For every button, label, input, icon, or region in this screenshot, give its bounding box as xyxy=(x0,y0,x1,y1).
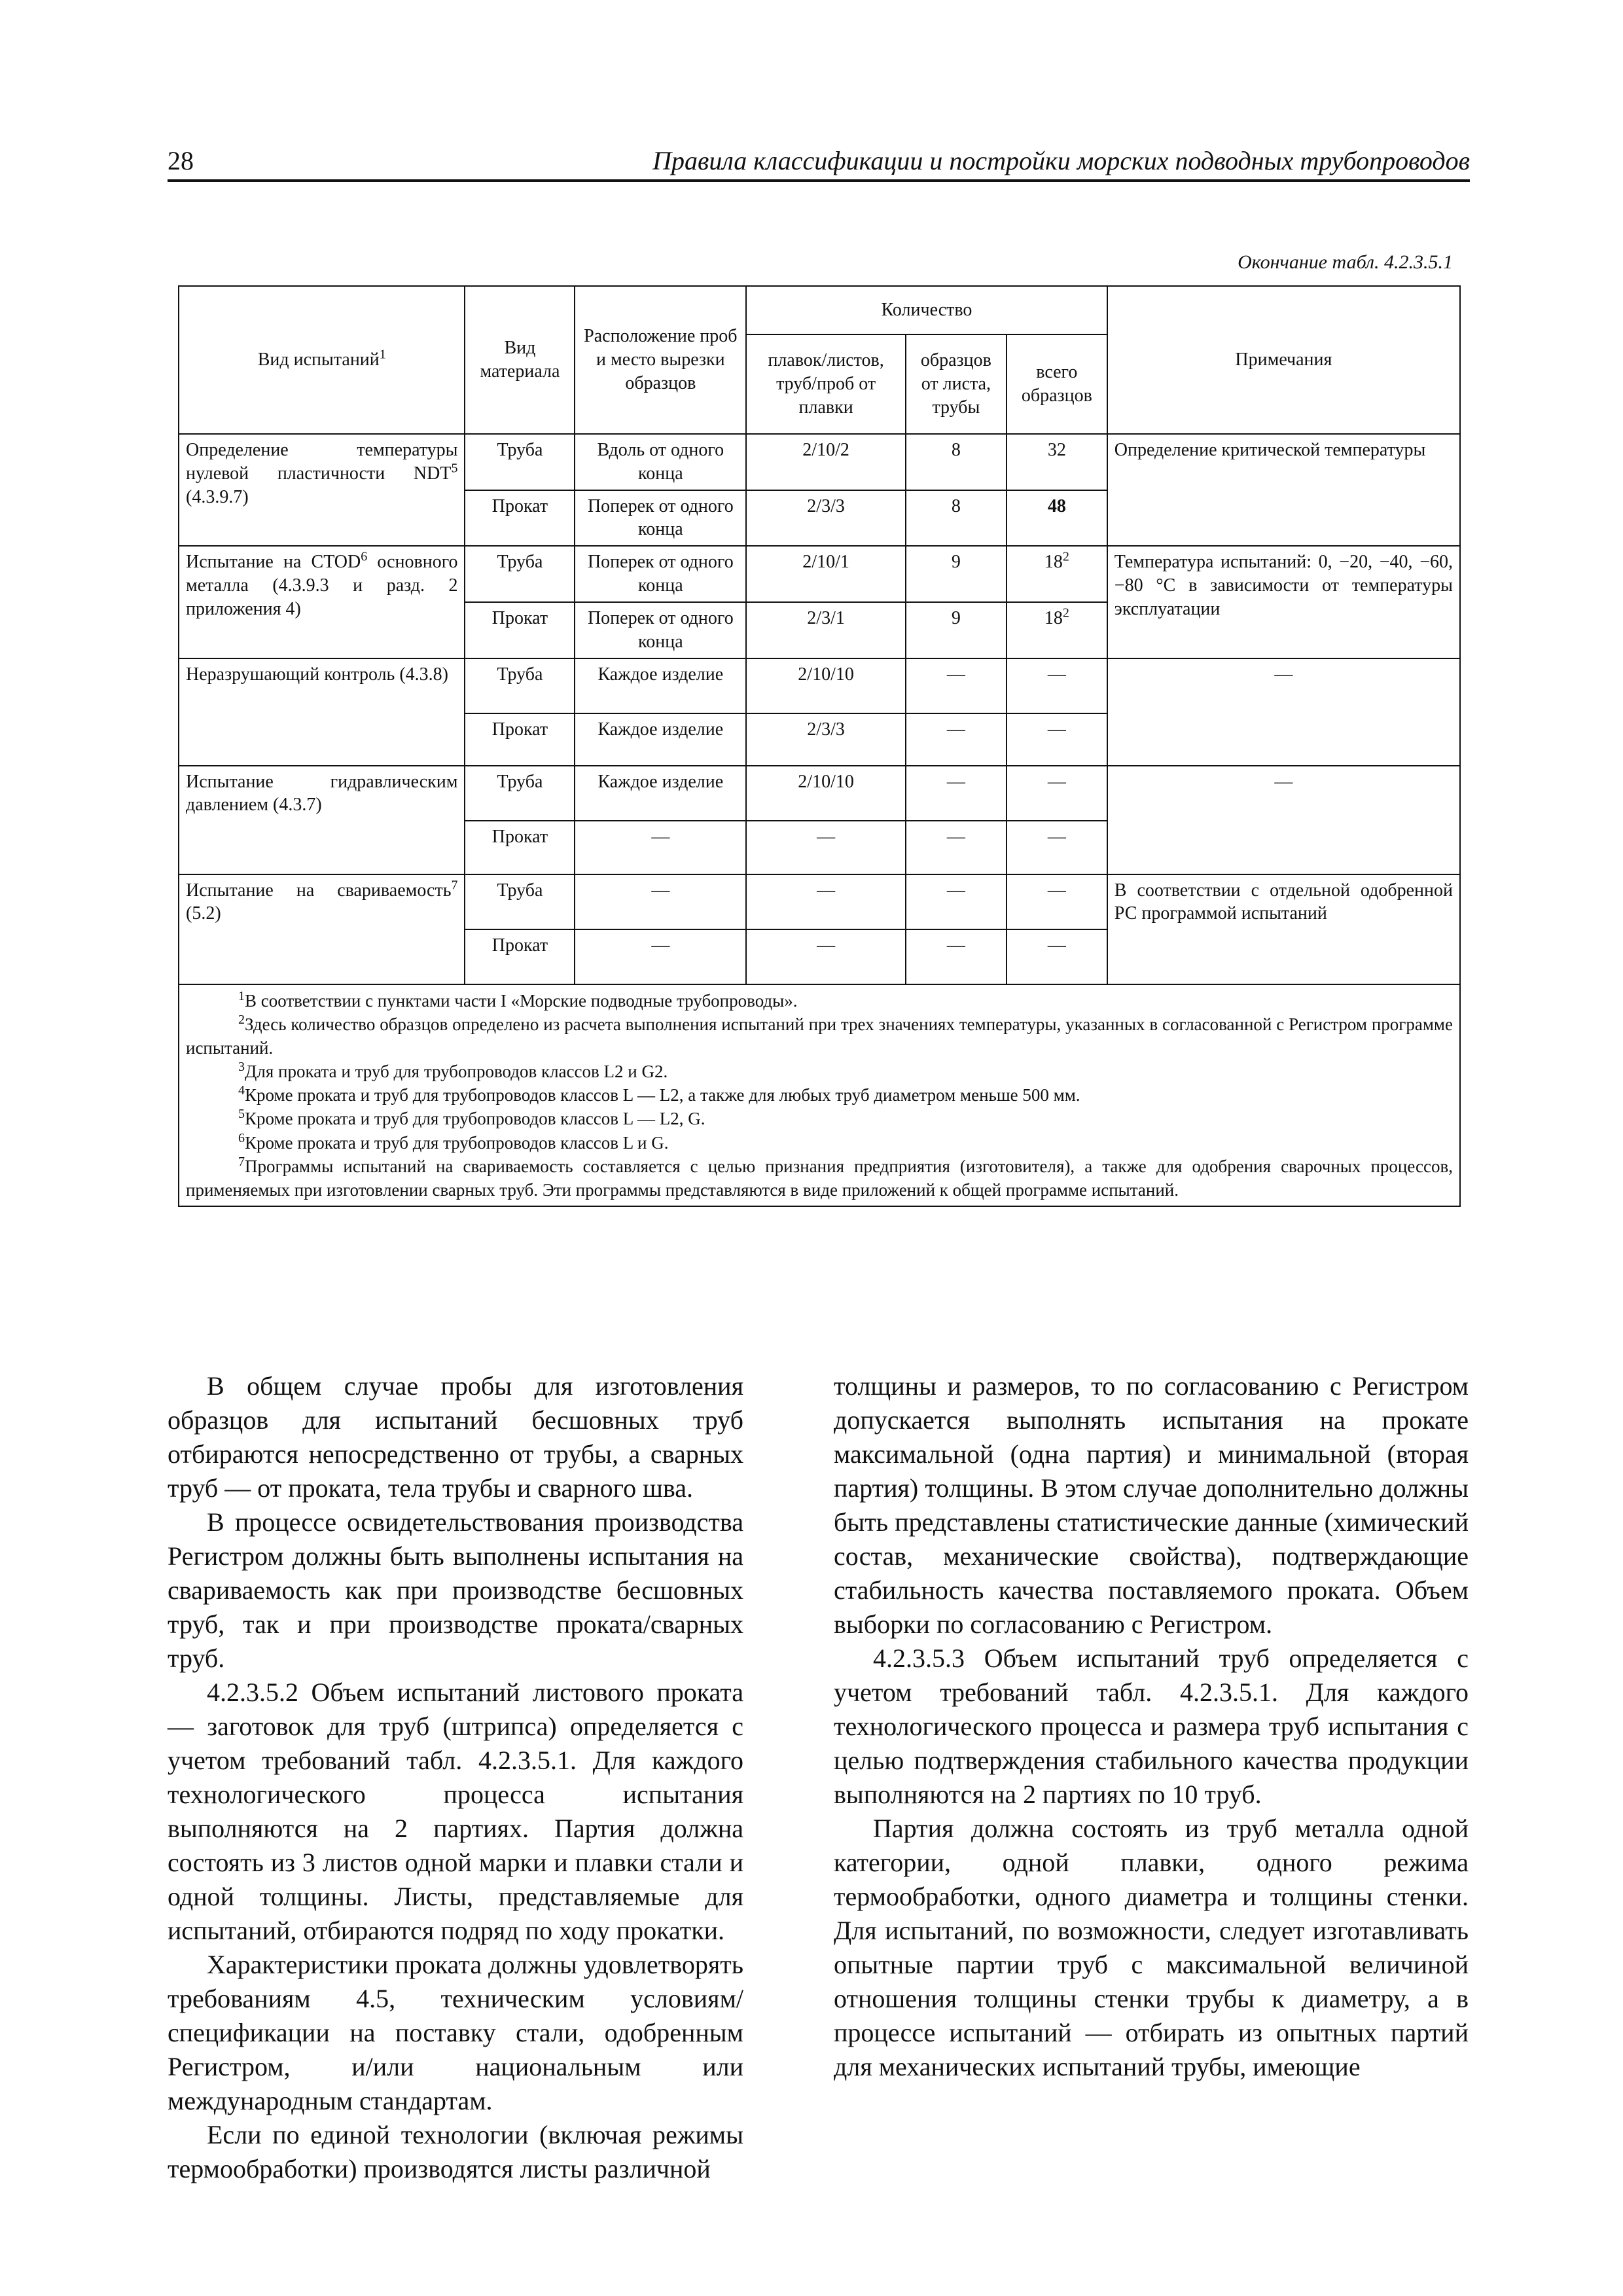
cell-heats: 2/3/3 xyxy=(746,490,906,547)
cell-location: Поперек от одного конца xyxy=(575,602,746,658)
footnote: $^7$Программы испытаний на свариваемость составляется с целью признания предприятия (изготовителя), а также для одобрения сварочных процессов, применяемых при изготовлении сварных труб. Эти программы представляются в виде приложений к общей программе испытаний. xyxy=(186,1154,1453,1200)
cell-total: 32 xyxy=(1007,434,1107,490)
body-paragraph: Партия должна состоять из труб металла одной категории, одной плавки, одного режима термообработки, одного диаметра и толщины стенки. Для испытаний, по возможности, следует изготавливать опытные партии труб с максимальной величиной отношения толщины стенки трубы к диаметру, а в процессе испытаний — отбирать из опытных партий для механических испытаний трубы, имеющие xyxy=(834,1814,1469,2081)
cell-material: Труба xyxy=(465,546,575,602)
cell-location: — xyxy=(575,874,746,929)
cell-location: Каждое изделие xyxy=(575,713,746,766)
footnote: $^6$Кроме проката и труб для трубопроводов классов L и G. xyxy=(238,1130,669,1153)
footnotes-row xyxy=(179,984,1460,1207)
cell-test-type: Испытание на CTOD$^6$ основного металла (4.3.9.3 и разд. 2 приложения 4) xyxy=(179,546,465,658)
cell-material: Прокат xyxy=(465,821,575,874)
body-paragraph: Если по единой технологии (включая режимы термообработки) производятся листы различной xyxy=(168,2120,743,2183)
footnote: $^4$Кроме проката и труб для трубопроводов классов L — L2, а также для любых труб диаметром меньше 500 мм. xyxy=(238,1083,1080,1105)
table-row xyxy=(179,874,1460,929)
cell-samples: — xyxy=(906,929,1007,984)
body-paragraph: 4.2.3.5.3 Объем испытаний труб определяется с учетом требований табл. 4.2.3.5.1. Для каждого технологического процесса и размера труб испытания с целью подтверждения стабильного качества продукции выполняются на 2 партиях по 10 труб. xyxy=(834,1643,1469,1809)
cell-material: Труба xyxy=(465,766,575,821)
cell-material: Прокат xyxy=(465,713,575,766)
table-row xyxy=(179,766,1460,821)
cell-notes: Определение критической температуры xyxy=(1107,434,1460,546)
cell-material: Прокат xyxy=(465,929,575,984)
test-requirements-table xyxy=(178,285,1461,1207)
cell-heats: 2/3/3 xyxy=(746,713,906,766)
footnote: $^3$Для проката и труб для трубопроводов классов L2 и G2. xyxy=(238,1060,668,1082)
cell-test-type: Определение температуры нулевой пластичности NDT$^5$ (4.3.9.7) xyxy=(179,434,465,546)
table-footnotes xyxy=(179,984,1460,1207)
body-paragraph: 4.2.3.5.2 Объем испытаний листового проката — заготовок для труб (штрипса) определяется с учетом требований табл. 4.2.3.5.1. Для каждого технологического процесса испытания выполняются на 2 партиях. Партия должна состоять из 3 листов одной марки и плавки стали и одной толщины. Листы, представляемые для испытаний, отбираются подряд по ходу прокатки. xyxy=(168,1677,743,1945)
footnote: $^5$Кроме проката и труб для трубопроводов классов L — L2, G. xyxy=(238,1107,705,1129)
cell-total: — xyxy=(1007,766,1107,821)
page-header xyxy=(168,145,1470,182)
cell-samples: — xyxy=(906,713,1007,766)
header-material: Вид материала xyxy=(465,286,575,434)
cell-total: — xyxy=(1007,874,1107,929)
cell-total: — xyxy=(1007,713,1107,766)
cell-notes: Температура испытаний: 0, −20, −40, −60, −80 °C в зависимости от температуры эксплуатации xyxy=(1107,546,1460,658)
cell-material: Труба xyxy=(465,874,575,929)
cell-total: — xyxy=(1007,658,1107,713)
cell-total: $18^2$ xyxy=(1007,546,1107,602)
table-row xyxy=(179,658,1460,713)
header-samples-per: образцов от листа, трубы xyxy=(906,334,1007,434)
cell-material: Труба xyxy=(465,434,575,490)
table-row xyxy=(179,546,1460,602)
cell-notes: — xyxy=(1107,766,1460,874)
header-total: всего образцов xyxy=(1007,334,1107,434)
cell-heats: 2/3/1 xyxy=(746,602,906,658)
body-paragraph: толщины и размеров, то по согласованию с Регистром допускается выполнять испытания на прокате максимальной (одна партия) и минимальной (вторая партия) толщины. В этом случае дополнительно должны быть представлены статистические данные (химический состав, механические свойства), подтверждающие стабильность качества поставляемого проката. Объем выборки по согласованию с Регистром. xyxy=(834,1371,1469,1639)
cell-material: Прокат xyxy=(465,490,575,547)
cell-material: Прокат xyxy=(465,602,575,658)
body-paragraph: В процессе освидетельствования производства Регистром должны быть выполнены испытания на свариваемость как при производстве бесшовных труб, так и при производстве проката/сварных труб. xyxy=(168,1507,743,1673)
cell-samples: — xyxy=(906,821,1007,874)
table-row xyxy=(179,434,1460,490)
body-paragraph: В общем случае пробы для изготовления образцов для испытаний бесшовных труб отбираются непосредственно от трубы, а сварных труб — от проката, тела трубы и сварного шва. xyxy=(168,1371,743,1503)
cell-samples: — xyxy=(906,766,1007,821)
cell-test-type: Испытание на свариваемость$^7$ (5.2) xyxy=(179,874,465,984)
cell-samples: — xyxy=(906,874,1007,929)
cell-material: Труба xyxy=(465,658,575,713)
cell-samples: — xyxy=(906,658,1007,713)
footnote: $^2$Здесь количество образцов определено из расчета выполнения испытаний при трех значениях температуры, указанных в согласованной с Регистром программе испытаний. xyxy=(186,1012,1453,1058)
cell-heats: 2/10/2 xyxy=(746,434,906,490)
cell-location: Каждое изделие xyxy=(575,766,746,821)
cell-samples: 8 xyxy=(906,490,1007,547)
cell-total: 48 xyxy=(1007,490,1107,547)
cell-location: — xyxy=(575,821,746,874)
table-caption: Окончание табл. 4.2.3.5.1 xyxy=(1238,251,1453,273)
cell-notes: В соответствии с отдельной одобренной РС программой испытаний xyxy=(1107,874,1460,984)
header-heats: плавок/листов, труб/проб от плавки xyxy=(746,334,906,434)
cell-samples: 9 xyxy=(906,546,1007,602)
cell-location: Поперек от одного конца xyxy=(575,546,746,602)
header-notes: Примечания xyxy=(1107,286,1460,434)
cell-samples: 8 xyxy=(906,434,1007,490)
header-location: Расположение проб и место вырезки образцов xyxy=(575,286,746,434)
body-column-right xyxy=(834,1369,1469,2084)
cell-total: — xyxy=(1007,821,1107,874)
running-title: Правила классификации и постройки морских подводных трубопроводов xyxy=(652,146,1470,175)
body-paragraph: Характеристики проката должны удовлетворять требованиям 4.5, техническим условиям/спецификации на поставку стали, одобренным Регистром, и/или национальным или международным стандартам. xyxy=(168,1950,743,2115)
cell-heats: 2/10/10 xyxy=(746,658,906,713)
body-column-left xyxy=(168,1369,743,2186)
cell-location: — xyxy=(575,929,746,984)
cell-total: $18^2$ xyxy=(1007,602,1107,658)
cell-test-type: Неразрушающий контроль (4.3.8) xyxy=(179,658,465,766)
cell-heats: — xyxy=(746,821,906,874)
cell-test-type: Испытание гидравлическим давлением (4.3.7) xyxy=(179,766,465,874)
cell-heats: — xyxy=(746,874,906,929)
header-rule xyxy=(168,179,1470,182)
cell-notes: — xyxy=(1107,658,1460,766)
cell-heats: 2/10/10 xyxy=(746,766,906,821)
cell-location: Каждое изделие xyxy=(575,658,746,713)
cell-total: — xyxy=(1007,929,1107,984)
cell-location: Поперек от одного конца xyxy=(575,490,746,547)
cell-location: Вдоль от одного конца xyxy=(575,434,746,490)
cell-samples: 9 xyxy=(906,602,1007,658)
footnote: $^1$В соответствии с пунктами части I «Морские подводные трубопроводы». xyxy=(238,988,798,1011)
cell-heats: — xyxy=(746,929,906,984)
cell-heats: 2/10/1 xyxy=(746,546,906,602)
header-test-type: Вид испытаний$^1$ xyxy=(179,286,465,434)
header-quantity: Количество xyxy=(746,286,1107,334)
page-number: 28 xyxy=(168,146,194,175)
